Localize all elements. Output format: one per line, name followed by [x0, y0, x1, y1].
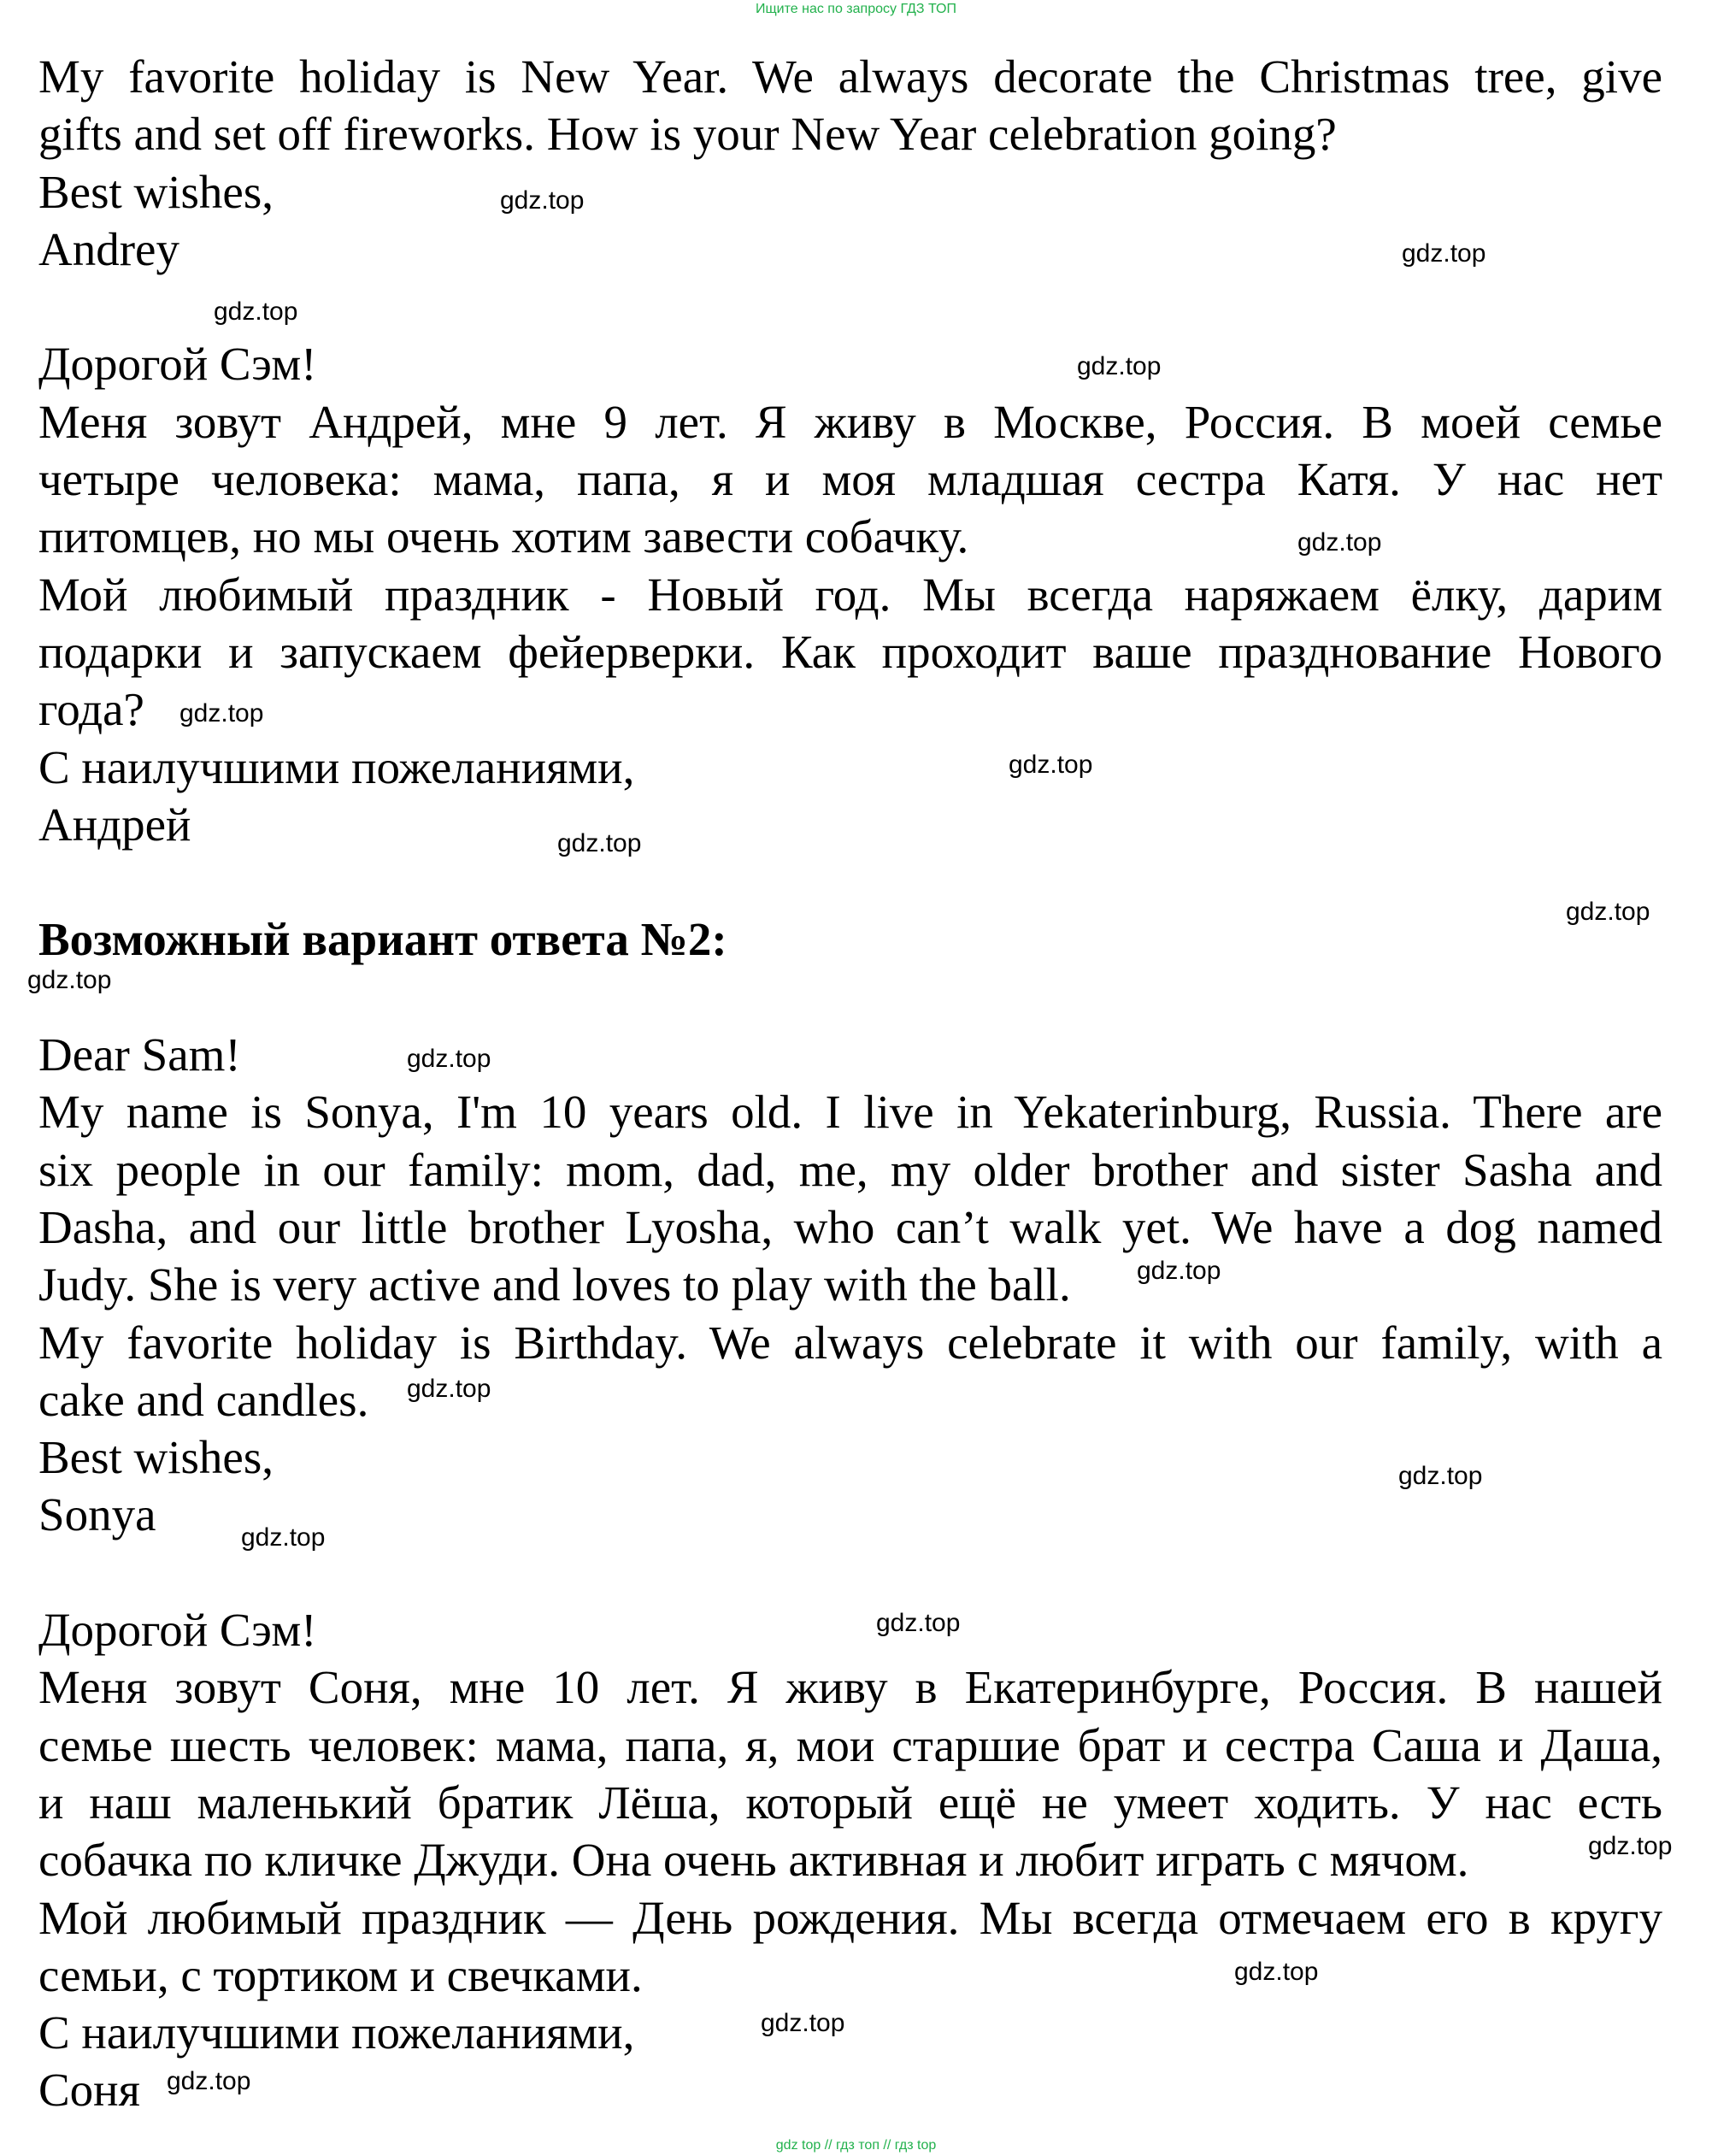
watermark: gdz.top — [1566, 898, 1650, 926]
watermark: gdz.top — [1402, 239, 1486, 268]
text-line: года? — [38, 683, 144, 736]
text-line: Мой любимый праздник — День рождения. Мы всегда отмечаем его в кругу — [38, 1891, 1662, 1944]
answer2-russian-block — [38, 1601, 1662, 2119]
text-line: My favorite holiday is New Year. We always decorate the Christmas tree, give — [38, 50, 1662, 103]
text-line: My favorite holiday is Birthday. We always celebrate it with our family, with a — [38, 1316, 1662, 1369]
watermark: gdz.top — [1398, 1462, 1483, 1490]
text-line: My name is Sonya, I'm 10 years old. I live in Yekaterinburg, Russia. There are — [38, 1086, 1662, 1139]
text-line: six people in our family: mom, dad, me, my older brother and sister Sasha and — [38, 1143, 1662, 1196]
watermark: gdz.top — [1137, 1257, 1221, 1285]
watermark: gdz.top — [1234, 1958, 1319, 1986]
text-line: подарки и запускаем фейерверки. Как проходит ваше празднование Нового — [38, 625, 1662, 678]
text-line: Меня зовут Андрей, мне 9 лет. Я живу в Москве, Россия. В моей семье — [38, 395, 1662, 448]
closing-line: С наилучшими пожеланиями, — [38, 740, 635, 793]
signature: Андрей — [38, 798, 191, 851]
watermark: gdz.top — [407, 1375, 491, 1403]
watermark: gdz.top — [557, 829, 642, 857]
text-line: cake and candles. — [38, 1373, 369, 1426]
signature: Andrey — [38, 222, 179, 275]
text-line: собачка по кличке Джуди. Она очень активная и любит играть с мячом. — [38, 1834, 1469, 1887]
watermark: gdz.top — [1009, 751, 1093, 779]
watermark: gdz.top — [761, 2009, 845, 2037]
footer-watermark: gdz top // гдз топ // гдз top — [775, 2138, 937, 2153]
signature: Соня — [38, 2064, 140, 2117]
top-banner: Ищите нас по запросу ГДЗ ТОП — [756, 2, 956, 16]
watermark: gdz.top — [179, 699, 264, 728]
watermark: gdz.top — [1297, 528, 1382, 557]
greeting: Дорогой Сэм! — [38, 338, 317, 391]
closing-line: С наилучшими пожеланиями, — [38, 2006, 635, 2059]
watermark: gdz.top — [1588, 1832, 1673, 1860]
greeting: Dear Sam! — [38, 1028, 241, 1081]
watermark: gdz.top — [407, 1045, 491, 1073]
text-line: питомцев, но мы очень хотим завести собачку. — [38, 510, 969, 563]
watermark: gdz.top — [241, 1523, 326, 1552]
text-line: четыре человека: мама, папа, я и моя младшая сестра Катя. У нас нет — [38, 453, 1662, 506]
watermark: gdz.top — [876, 1609, 961, 1637]
watermark: gdz.top — [500, 186, 585, 215]
text-line: семьи, с тортиком и свечками. — [38, 1948, 643, 2001]
watermark: gdz.top — [1077, 352, 1162, 380]
greeting: Дорогой Сэм! — [38, 1604, 317, 1657]
watermark: gdz.top — [214, 297, 298, 326]
answer1-russian-block — [38, 335, 1662, 853]
watermark: gdz.top — [167, 2067, 251, 2095]
watermark: gdz.top — [27, 966, 112, 994]
closing-line: Best wishes, — [38, 165, 274, 218]
signature: Sonya — [38, 1488, 156, 1541]
closing-line: Best wishes, — [38, 1431, 274, 1484]
text-line: gifts and set off fireworks. How is your New Year celebration going? — [38, 108, 1337, 161]
text-line: Judy. She is very active and loves to play with the ball. — [38, 1258, 1071, 1311]
section-heading: Возможный вариант ответа №2: — [38, 913, 727, 966]
text-line: Мой любимый праздник - Новый год. Мы всегда наряжаем ёлку, дарим — [38, 568, 1662, 621]
text-line: семье шесть человек: мама, папа, я, мои старшие брат и сестра Саша и Даша, — [38, 1718, 1662, 1771]
text-line: Dasha, and our little brother Lyosha, who can’t walk yet. We have a dog named — [38, 1200, 1662, 1253]
text-line: Меня зовут Соня, мне 10 лет. Я живу в Екатеринбурге, Россия. В нашей — [38, 1661, 1662, 1714]
text-line: и наш маленький братик Лёша, который ещё не умеет ходить. У нас есть — [38, 1776, 1662, 1829]
document-body — [38, 48, 1662, 2119]
